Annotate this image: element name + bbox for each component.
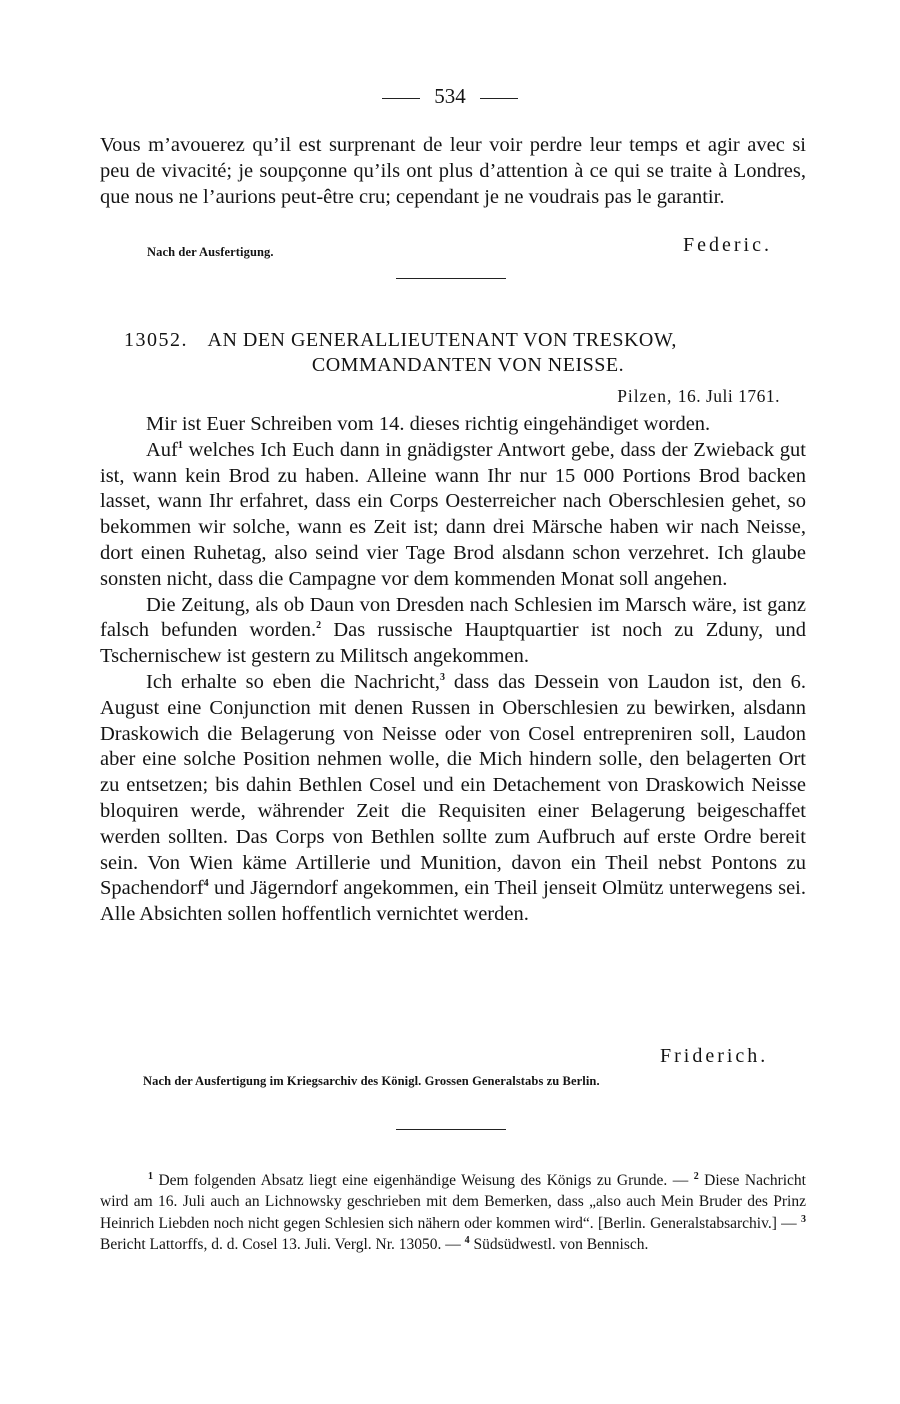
letter-source-note: Nach der Ausfertigung im Kriegsarchiv des Königl. Grossen Generalstabs zu Berlin. (143, 1074, 600, 1088)
footnote-1: Dem folgenden Absatz liegt eine eigenhändige Weisung des Königs zu Grunde. — (153, 1172, 694, 1189)
footnote-ref-3: 3 (440, 672, 445, 684)
letter-paragraph-4 (100, 670, 806, 928)
p4-text-b: dass das Dessein von Laudon ist, den 6. August eine Conjunction mit denen Russen in Oberschlesien zu bewirken, alsdann Draskowich die Belagerung von Neisse oder von Cosel entrepreniren soll, Laudon aber eine solche Position nehmen wolle, die Mich hindern solle, den belagerten Ort zu entsetzen; bis dahin Bethlen Cosel und ein Detachement von Draskowich Neisse bloquiren werde, währender Zeit die Requisiten einer Belagerung beigeschaffet werden sollten. Das Corps von Bethlen sollte zum Aufbruch auf erste Ordre bereit sein. Von Wien käme Artillerie und Munition, davon ein Theil nebst Pontons zu Spachendorf (100, 670, 806, 900)
footnote-text (100, 1170, 806, 1255)
header-dash-left (382, 98, 420, 99)
previous-letter-signature: Federic. (683, 234, 772, 256)
footnote-divider (396, 1129, 506, 1130)
letter-place: Pilzen, (617, 386, 673, 406)
p3-text-b: Das russische Hauptquartier ist noch zu Zduny, und Tschernischew ist gestern zu Militsch angekommen. (100, 619, 807, 668)
letter-date: 16. Juli 1761. (677, 386, 780, 406)
previous-letter-source-note: Nach der Ausfertigung. (147, 245, 274, 259)
p2-text-a: Auf (146, 438, 178, 461)
p2-text-b: welches Ich Euch dann in gnädigster Antwort gebe, dass der Zwieback gut ist, wann kein Brod zu haben. Alleine wann Ihr nur 15 000 Portions Brod backen lasset, wann Ihr erfahret, dass ein Corps Oesterreicher nach Oberschlesien gehet, so bekommen wir solche, wann es Zeit ist; dann drei Märsche haben wir nach Neisse, dort einen Ruhetag, also seind vier Tage Brod alsdann schon verzehret. Ich glaube sonsten nicht, dass die Campagne vor dem kommenden Monat soll angehen. (100, 438, 806, 590)
page-number: 534 (434, 84, 466, 108)
letter-number: 13052. (124, 329, 188, 351)
footnote-4-marker: 4 (464, 1234, 470, 1246)
letter-signature: Friderich. (660, 1045, 769, 1067)
footnote-4: Südsüdwestl. von Bennisch. (469, 1235, 649, 1253)
p4-text-a: Ich erhalte so eben die Nachricht, (146, 670, 440, 693)
footnote-2: Diese Nachricht wird am 16. Juli auch an Lichnowsky geschrieben mit dem Bemerken, dass „also auch Mein Bruder des Prinz Heinrich Liebden noch nicht gegen Schlesien sich nähern oder kommen wird“. [Berlin. Generalstabsarchiv.] — (100, 1172, 806, 1232)
footnote-ref-4: 4 (203, 878, 209, 890)
footnotes (100, 1170, 806, 1255)
previous-letter-text: Vous m’avouerez qu’il est surprenant de leur voir perdre leur temps et agir avec si peu de vivacité; je soupçonne qu’ils ont plus d’attention à ce qui se traite à Londres, que nous ne l’aurions peut-être cru; cependant je ne voudrais pas le garantir. (100, 134, 806, 208)
header-dash-right (480, 98, 518, 99)
letter-paragraph-1: Mir ist Euer Schreiben vom 14. dieses richtig eingehändiget worden. (146, 413, 711, 435)
page-header (0, 84, 900, 109)
section-divider (396, 278, 506, 279)
footnote-3-marker: 3 (801, 1213, 806, 1225)
previous-letter-ending (100, 133, 806, 210)
footnote-3: Bericht Lattorffs, d. d. Cosel 13. Juli. Vergl. Nr. 13050. — (100, 1235, 465, 1253)
letter-paragraph-3 (100, 593, 806, 670)
footnote-ref-2: 2 (316, 620, 322, 632)
footnote-ref-1: 1 (177, 439, 183, 451)
letter-body (100, 412, 806, 928)
footnote-1-marker: 1 (148, 1170, 153, 1182)
letter-title-line-1: AN DEN GENERALLIEUTENANT VON TRESKOW, (207, 329, 677, 351)
letter-heading (100, 329, 806, 377)
p3-text-a: Die Zeitung, als ob Daun von Dresden nach Schlesien im Marsch wäre, ist ganz falsch befunden worden. (100, 593, 806, 642)
letter-title-line-2: COMMANDANTEN VON NEISSE. (311, 354, 625, 376)
footnote-2-marker: 2 (693, 1170, 699, 1182)
letter-place-date (617, 386, 780, 407)
letter-paragraph-2 (100, 438, 806, 593)
p4-text-c: und Jägerndorf angekommen, ein Theil jenseit Olmütz unterwegens sei. Alle Absichten sollen hoffentlich vernichtet werden. (100, 877, 806, 926)
